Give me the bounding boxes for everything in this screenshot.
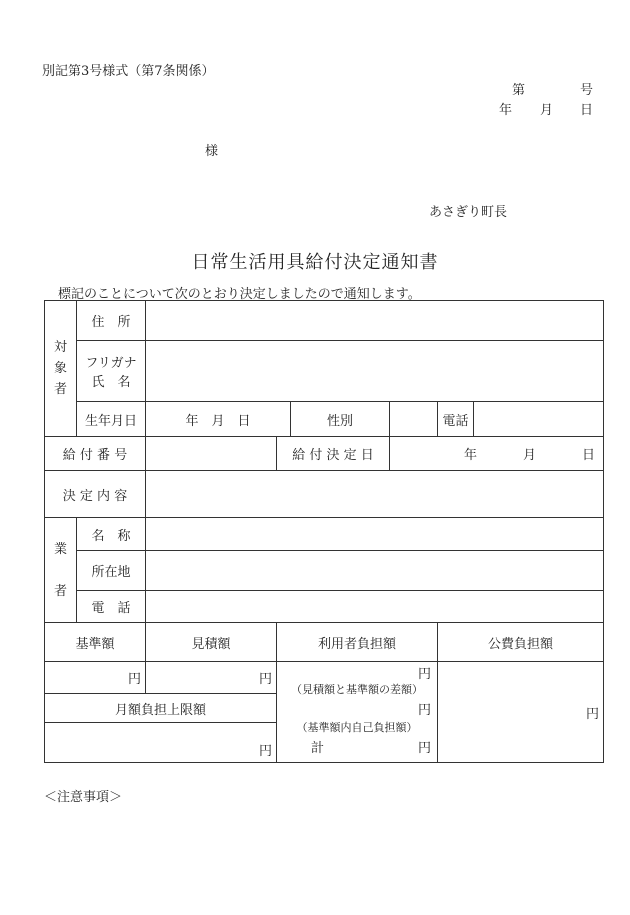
address-label: 住 所 [77,301,146,341]
grant-number-field[interactable] [146,437,277,471]
date-day-label: 日 [580,103,594,118]
furigana-name-label: フリガナ 氏 名 [77,341,146,402]
number-suffix: 号 [580,83,594,98]
intro-text: 標記のことについて次のとおり決定しましたので通知します。 [58,287,421,302]
vendor-name-field[interactable] [146,518,604,551]
phone-label: 電話 [438,402,474,437]
vendor-phone-field[interactable] [146,591,604,623]
estimate-amount-field[interactable]: 円 [146,662,277,694]
decision-label: 決 定 内 容 [45,471,146,518]
diff-note: （見積額と基準額の差額） [291,683,423,696]
birthdate-field[interactable]: 年 月 日 [146,402,291,437]
addressee-suffix: 様 [205,144,219,159]
subject-group-label: 対 象 者 [45,301,77,437]
decision-field[interactable] [146,471,604,518]
public-burden-header: 公費負担額 [438,623,604,662]
user-burden-header: 利用者負担額 [277,623,438,662]
grant-date-field[interactable]: 年 月 日 [390,437,604,471]
name-field[interactable] [146,341,604,402]
grant-number-label: 給 付 番 号 [45,437,146,471]
total-label: 計 [311,740,325,756]
estimate-amount-header: 見積額 [146,623,277,662]
standard-amount-header: 基準額 [45,623,146,662]
monthly-cap-field[interactable]: 円 [45,723,277,763]
public-burden-field[interactable]: 円 [438,662,604,763]
grant-date-label: 給 付 決 定 日 [277,437,390,471]
vendor-location-label: 所在地 [77,551,146,591]
gender-field[interactable] [390,402,438,437]
birthdate-label: 生年月日 [77,402,146,437]
address-field[interactable] [146,301,604,341]
number-prefix: 第 [512,83,526,98]
notes-heading: ＜注意事項＞ [44,790,123,805]
vendor-location-field[interactable] [146,551,604,591]
user-burden-field[interactable]: 円 （見積額と基準額の差額） 円 （基準額内自己負担額） 計 円 [277,662,438,763]
standard-amount-field[interactable]: 円 [45,662,146,694]
notification-form-table [44,300,604,763]
document-title: 日常生活用具給付決定通知書 [191,252,439,273]
vendor-phone-label: 電 話 [77,591,146,623]
self-burden-note: （基準額内自己負担額） [296,721,418,734]
issuer-name: あさぎり町長 [429,205,508,220]
form-reference: 別記第3号様式（第7条関係） [42,64,215,79]
gender-label: 性別 [291,402,390,437]
vendor-name-label: 名 称 [77,518,146,551]
date-year-label: 年 [499,103,513,118]
date-month-label: 月 [540,103,554,118]
monthly-cap-label: 月額負担上限額 [45,694,277,723]
vendor-group-label: 業 者 [45,518,77,623]
phone-field[interactable] [474,402,604,437]
